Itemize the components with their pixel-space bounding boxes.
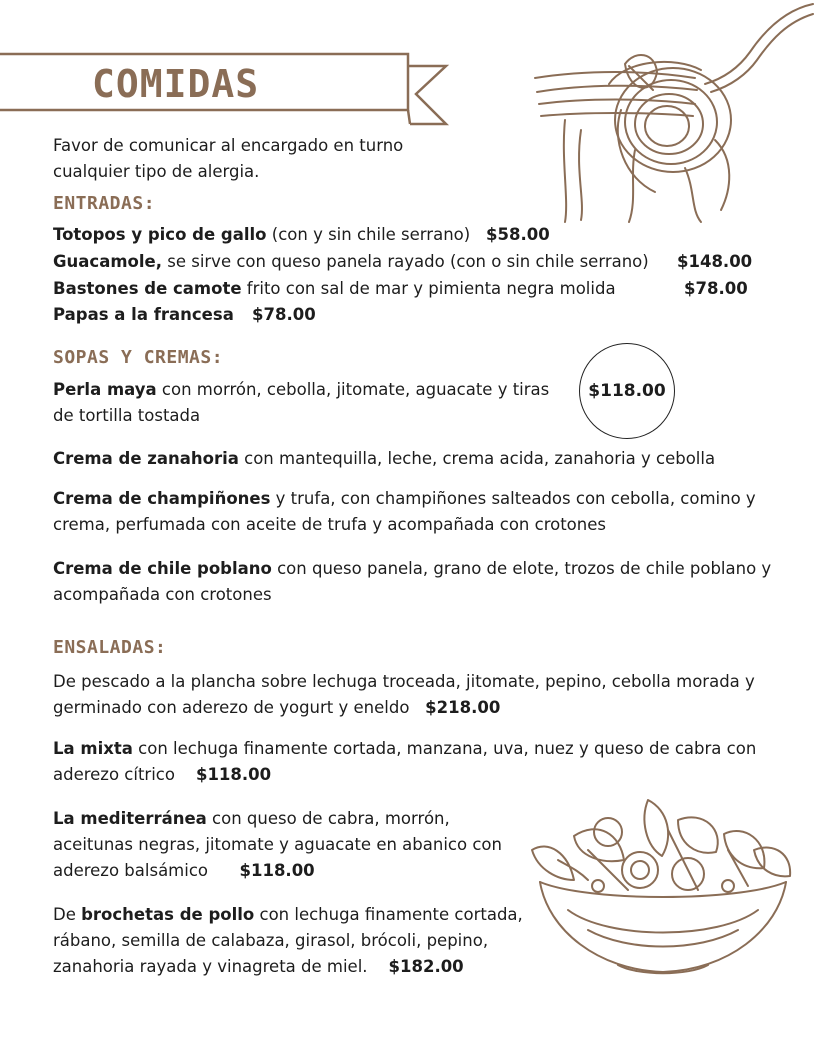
salad-bowl-illustration: [528, 790, 798, 980]
menu-item-perla-maya: Perla maya con morrón, cebolla, jitomate, aguacate y tiras de tortilla tostada: [53, 380, 550, 425]
section-title-ensaladas: ENSALADAS:: [53, 637, 167, 658]
menu-item-crema-champinones: Crema de champiñones y trufa, con champiñones salteados con cebolla, comino y crema, perfumada con aceite de trufa y acompañada con crotones: [53, 489, 756, 534]
price-guacamole: $148.00: [677, 252, 753, 271]
pasta-fork-illustration: [525, 0, 816, 225]
menu-item-totopos: Totopos y pico de gallo (con y sin chile serrano): [53, 225, 471, 244]
allergy-note: Favor de comunicar al encargado en turno cualquier tipo de alergia.: [53, 136, 404, 181]
section-title-entradas: ENTRADAS:: [53, 193, 156, 214]
menu-item-brochetas: De brochetas de pollo con lechuga finamente cortada, rábano, semilla de calabaza, girasol, brócoli, pepino, zanahoria rayada y vinagreta de miel. $182.00: [53, 905, 523, 976]
menu-item-guacamole: Guacamole, se sirve con queso panela rayado (con o sin chile serrano): [53, 252, 649, 271]
price-la-mixta: $118.00: [195, 765, 272, 784]
menu-item-pescado: De pescado a la plancha sobre lechuga troceada, jitomate, pepino, cebolla morada y germinado con aderezo de yogurt y eneldo $218.00: [53, 672, 755, 717]
title-banner: [0, 52, 450, 128]
menu-item-crema-poblano: Crema de chile poblano con queso panela, grano de elote, trozos de chile poblano y acompañada con crotones: [53, 559, 772, 604]
menu-item-la-mixta: La mixta con lechuga finamente cortada, manzana, uva, nuez y queso de cabra con aderezo cítrico $118.00: [53, 739, 757, 784]
price-totopos: $58.00: [486, 225, 550, 244]
menu-item-crema-zanahoria: Crema de zanahoria con mantequilla, leche, crema acida, zanahoria y cebolla: [53, 449, 716, 468]
price-bastones: $78.00: [684, 279, 748, 298]
menu-item-mediterranea: La mediterránea con queso de cabra, morrón, aceitunas negras, jitomate y aguacate en abanico con aderezo balsámico $118.00: [53, 809, 502, 880]
page-title: COMIDAS: [92, 62, 260, 106]
price-badge-sopas: $118.00: [579, 343, 675, 439]
price-papas: $78.00: [252, 305, 316, 324]
price-pescado: $218.00: [425, 698, 501, 717]
section-title-sopas: SOPAS Y CREMAS:: [53, 347, 224, 368]
menu-item-papas: Papas a la francesa: [53, 305, 234, 324]
price-mediterranea: $118.00: [239, 861, 315, 880]
price-brochetas: $182.00: [388, 957, 464, 976]
menu-item-bastones: Bastones de camote frito con sal de mar y pimienta negra molida: [53, 279, 616, 298]
